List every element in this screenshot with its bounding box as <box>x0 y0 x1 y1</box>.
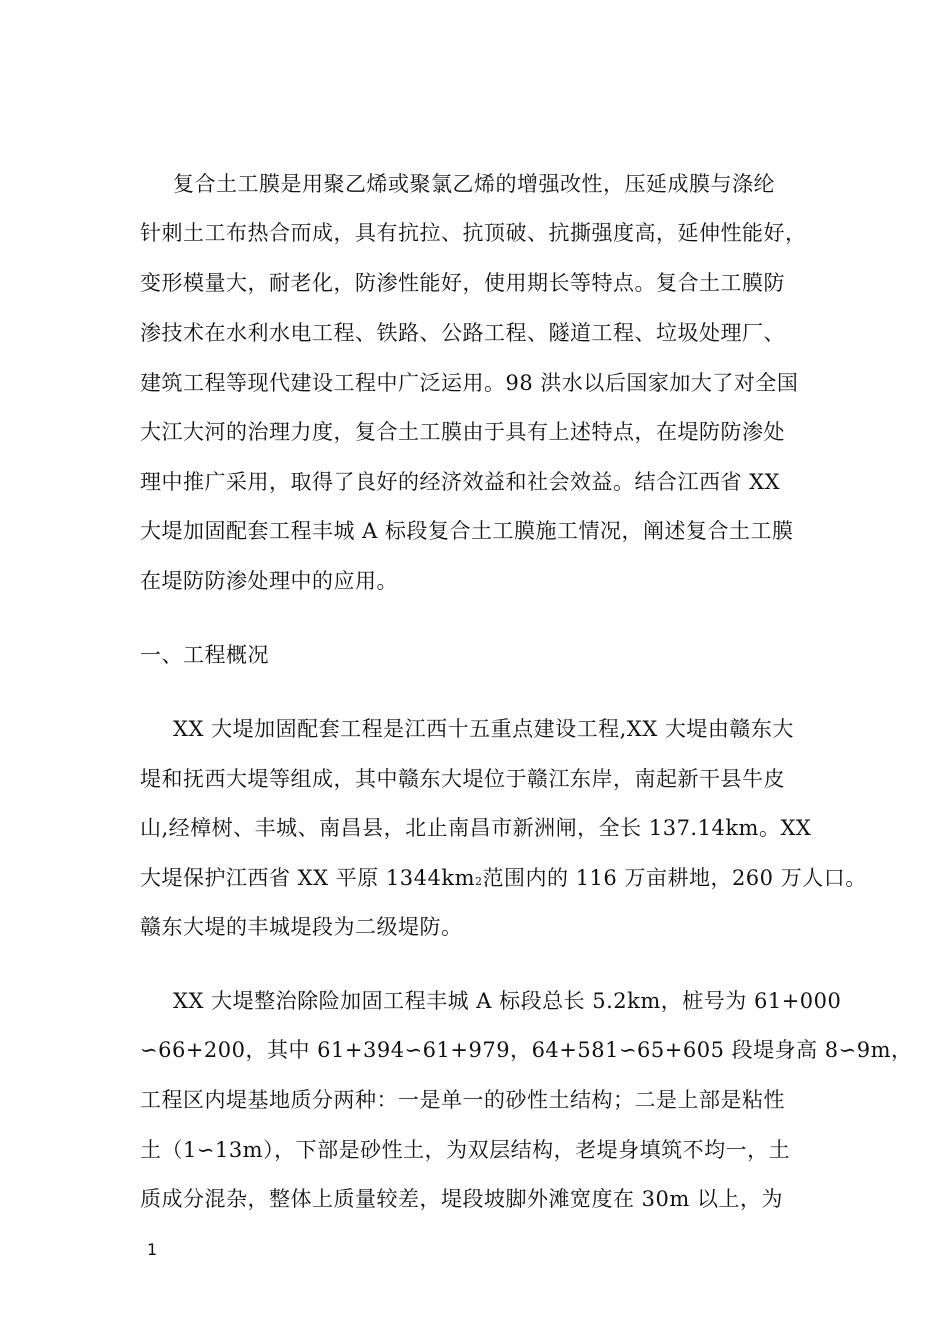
paragraph-line: 变形模量大，耐老化，防渗性能好，使用期长等特点。复合土工膜防 <box>140 271 785 295</box>
paragraph-line: XX 大堤整治除险加固工程丰城 A 标段总长 5.2km，桩号为 61+000 <box>173 989 842 1013</box>
superscript-area-unit: 2 <box>475 875 483 888</box>
paragraph-line <box>140 865 867 895</box>
paragraph-line: 在堤防防渗处理中的应用。 <box>140 569 398 593</box>
paragraph-line: 复合土工膜是用聚乙烯或聚氯乙烯的增强改性，压延成膜与涤纶 <box>173 172 775 196</box>
paragraph-line: ∽66+200，其中 61+394∽61+979，64+581∽65+605 段堤身高 8∽9m， <box>140 1038 913 1062</box>
text-segment: 大堤保护江西省 XX 平原 1344km <box>140 866 476 890</box>
paragraph-line: 渗技术在水利水电工程、铁路、公路工程、隧道工程、垃圾处理厂、 <box>140 321 785 345</box>
section-heading: 一、工程概况 <box>140 643 269 667</box>
paragraph-line: 质成分混杂，整体上质量较差，堤段坡脚外滩宽度在 30m 以上，为 <box>140 1187 783 1211</box>
paragraph-line: 堤和抚西大堤等组成，其中赣东大堤位于赣江东岸，南起新干县牛皮 <box>140 767 785 791</box>
paragraph-line: 大堤加固配套工程丰城 A 标段复合土工膜施工情况，阐述复合土工膜 <box>140 519 794 543</box>
paragraph-line: XX 大堤加固配套工程是江西十五重点建设工程,XX 大堤由赣东大 <box>173 717 794 741</box>
text-segment: 范围内的 116 万亩耕地，260 万人口。 <box>482 866 867 890</box>
paragraph-line: 建筑工程等现代建设工程中广泛运用。98 洪水以后国家加大了对全国 <box>140 371 799 395</box>
paragraph-line: 赣东大堤的丰城堤段为二级堤防。 <box>140 915 463 939</box>
paragraph-line: 土（1∽13m），下部是砂性土，为双层结构，老堤身填筑不均一，土 <box>140 1138 791 1162</box>
paragraph-line: 理中推广采用，取得了良好的经济效益和社会效益。结合江西省 XX <box>140 470 781 494</box>
paragraph-line: 山,经樟树、丰城、南昌县，北止南昌市新洲闸，全长 137.14km。XX <box>140 816 812 840</box>
paragraph-line: 工程区内堤基地质分两种：一是单一的砂性土结构；二是上部是粘性 <box>140 1088 785 1112</box>
page-number: 1 <box>147 1240 158 1259</box>
paragraph-line: 大江大河的治理力度，复合土工膜由于具有上述特点，在堤防防渗处 <box>140 420 785 444</box>
paragraph-line: 针刺土工布热合而成，具有抗拉、抗顶破、抗撕强度高，延伸性能好， <box>140 221 807 245</box>
